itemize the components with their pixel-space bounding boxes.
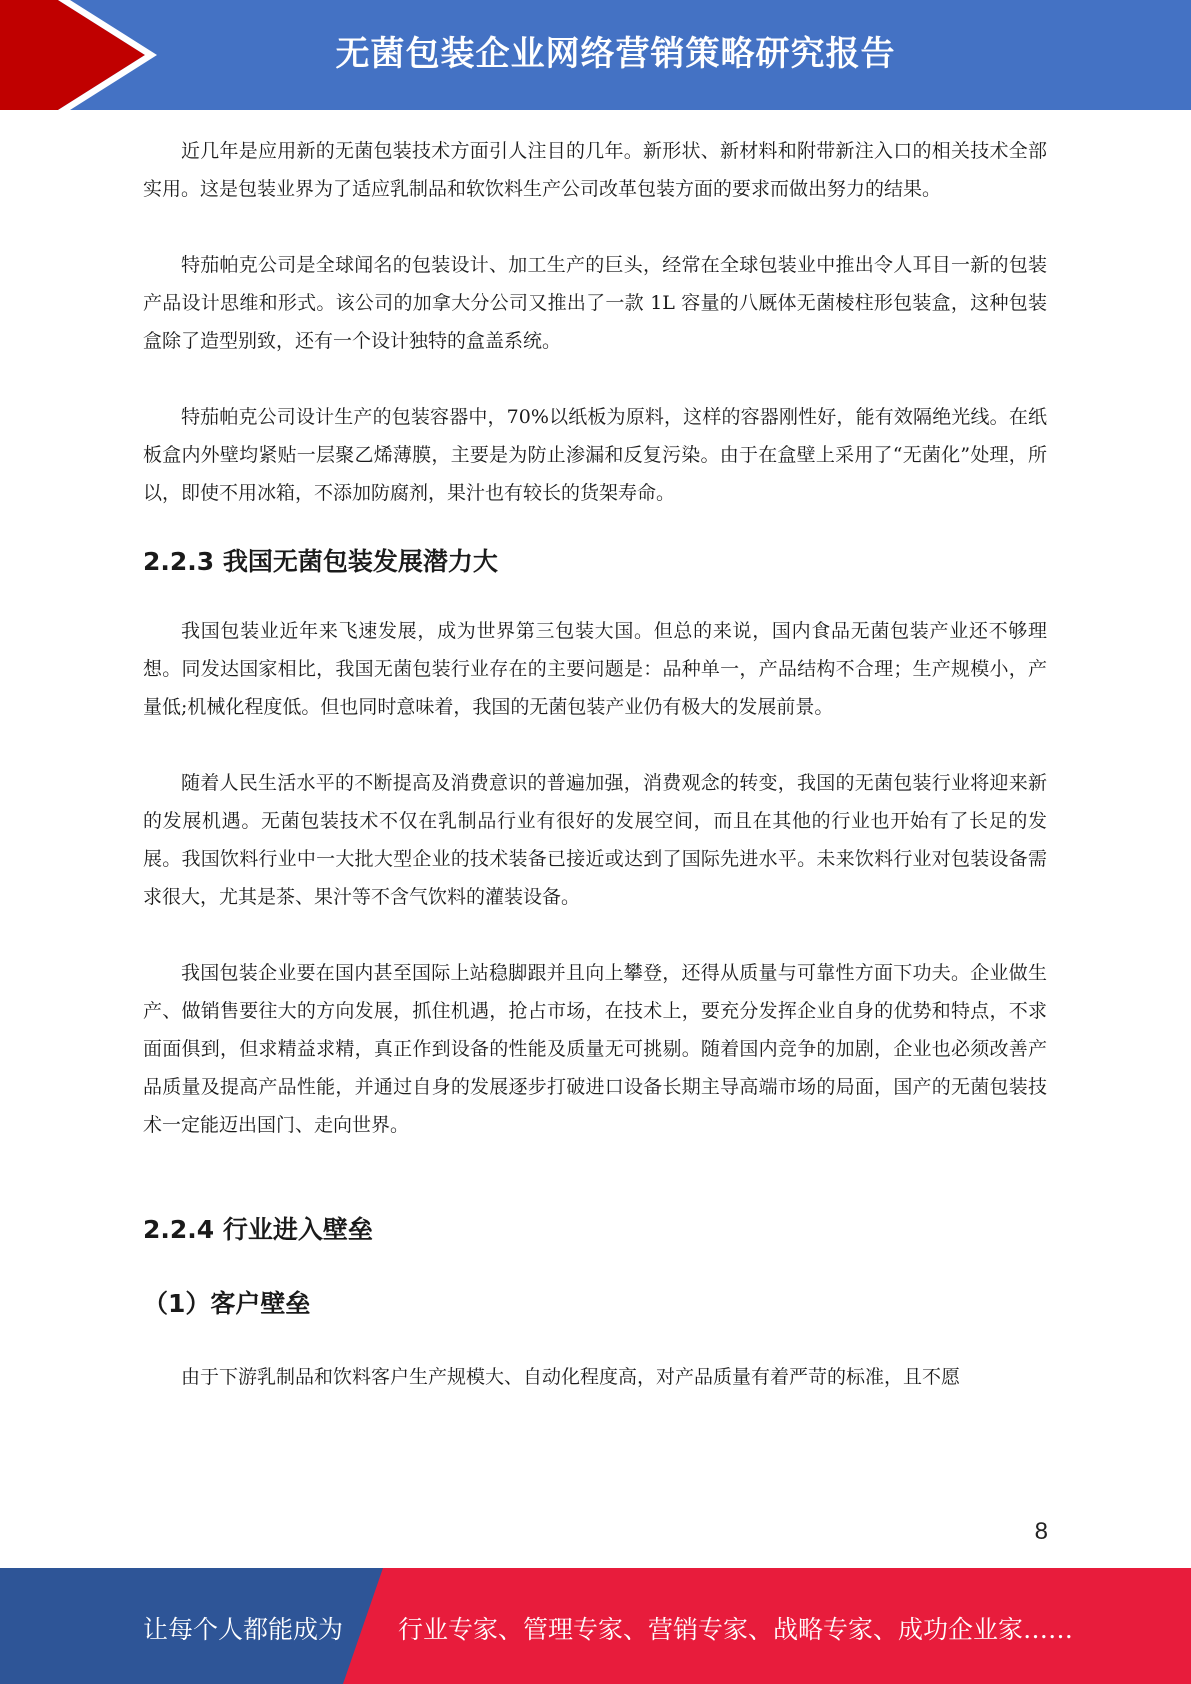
paragraph: 特茄帕克公司设计生产的包装容器中，70%以纸板为原料，这样的容器刚性好，能有效隔绝光线。在纸板盒内外壁均紧贴一层聚乙烯薄膜，主要是为防止渗漏和反复污染。由于在盒壁上采用了“无菌化”处理，所以，即使不用冰箱，不添加防腐剂，果汁也有较长的货架寿命。 bbox=[143, 406, 1047, 504]
page-number: 8 bbox=[1034, 1518, 1048, 1545]
paragraph: 由于下游乳制品和饮料客户生产规模大、自动化程度高，对产品质量有着严苛的标准，且不愿 bbox=[181, 1366, 961, 1388]
paragraph: 我国包装业近年来飞速发展，成为世界第三包装大国。但总的来说，国内食品无菌包装产业还不够理想。同发达国家相比，我国无菌包装行业存在的主要问题是：品种单一，产品结构不合理；生产规模小，产量低;机械化程度低。但也同时意味着，我国的无菌包装产业仍有极大的发展前景。 bbox=[143, 620, 1047, 718]
paragraph: 近几年是应用新的无菌包装技术方面引人注目的几年。新形状、新材料和附带新注入口的相关技术全部实用。这是包装业界为了适应乳制品和软饮料生产公司改革包装方面的要求而做出努力的结果。 bbox=[143, 140, 1047, 200]
paragraph: 随着人民生活水平的不断提高及消费意识的普遍加强，消费观念的转变，我国的无菌包装行业将迎来新的发展机遇。无菌包装技术不仅在乳制品行业有很好的发展空间，而且在其他的行业也开始有了长足的发展。我国饮料行业中一大批大型企业的技术装备已接近或达到了国际先进水平。未来饮料行业对包装设备需求很大，尤其是茶、果汁等不含气饮料的灌装设备。 bbox=[143, 772, 1047, 908]
report-title: 无菌包装企业网络营销策略研究报告 bbox=[335, 34, 896, 74]
paragraph: 特茄帕克公司是全球闻名的包装设计、加工生产的巨头，经常在全球包装业中推出令人耳目一新的包装产品设计思维和形式。该公司的加拿大分公司又推出了一款 1L 容量的八厩体无菌棱柱形包装盒，这种包装盒除了造型别致，还有一个设计独特的盒盖系统。 bbox=[143, 254, 1047, 352]
subsection-heading: （1）客户壁垒 bbox=[143, 1289, 311, 1318]
page-footer bbox=[0, 1568, 1191, 1684]
footer-slogan-right: 行业专家、管理专家、营销专家、战略专家、成功企业家…… bbox=[398, 1615, 1074, 1644]
section-heading: 2.2.3 我国无菌包装发展潜力大 bbox=[143, 547, 498, 576]
document-body bbox=[143, 132, 1047, 1396]
page-header bbox=[0, 0, 1191, 110]
footer-slogan-left: 让每个人都能成为 bbox=[143, 1615, 344, 1644]
section-heading: 2.2.4 行业进入壁垒 bbox=[143, 1215, 373, 1244]
paragraph: 我国包装企业要在国内甚至国际上站稳脚跟并且向上攀登，还得从质量与可靠性方面下功夫。企业做生产、做销售要往大的方向发展，抓住机遇，抢占市场，在技术上，要充分发挥企业自身的优势和特点，不求面面俱到，但求精益求精，真正作到设备的性能及质量无可挑剔。随着国内竞争的加剧，企业也必须改善产品质量及提高产品性能，并通过自身的发展逐步打破进口设备长期主导高端市场的局面，国产的无菌包装技术一定能迈出国门、走向世界。 bbox=[143, 962, 1047, 1136]
